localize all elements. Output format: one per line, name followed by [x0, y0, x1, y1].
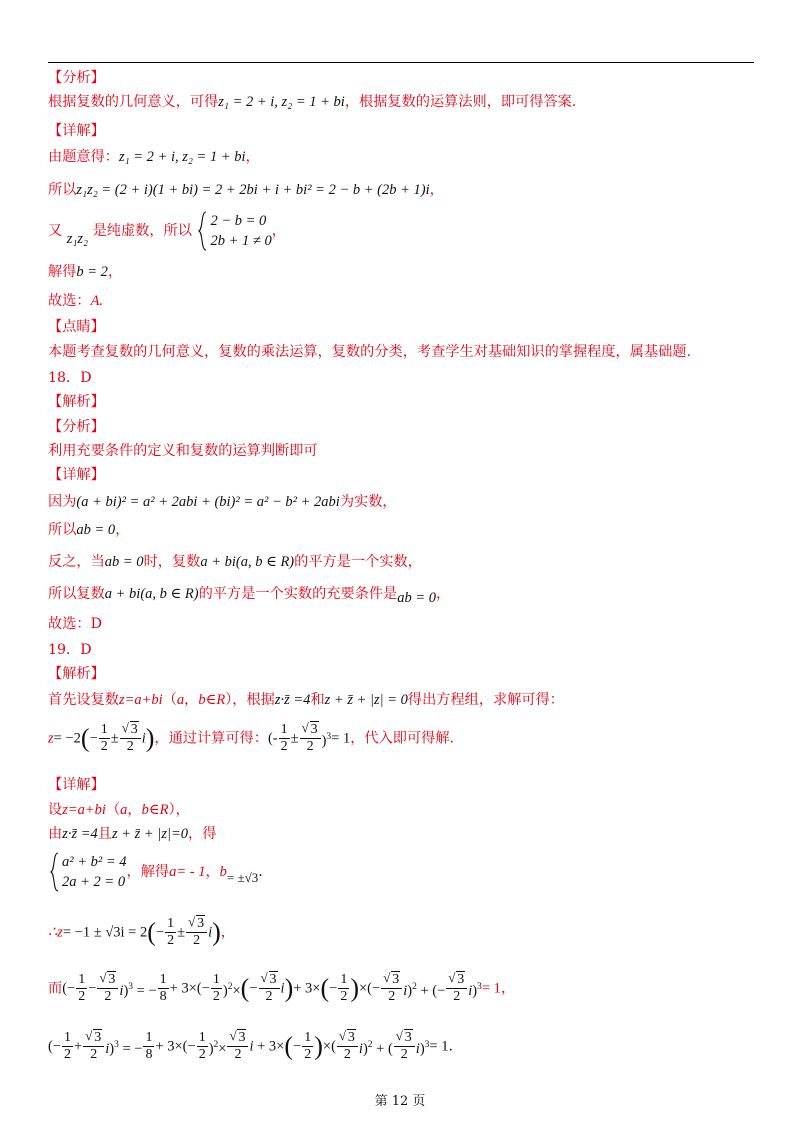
- solution-19-line-2: z= −2(− $\frac{1}{2}$ ± √ $\frac{3}{2}$ i)，通过计算可得：(- $\frac{1}{2}$ ± √ $\frac{3}{2}$ )$^3$= 1，代入即可得解.: [48, 722, 454, 756]
- detail-19-line-5: 而(− $\frac{1}{2}$ − √ $\frac{3}{2}$ i)$^3$ = − $\frac{1}{8}$ + 3×(− $\frac{1}{2}$ )$^2$×(− √ $\frac{3}{2}$ i)+ 3×(− $\frac{1}{2}$ )×(− √ $\frac{3}{2}$ i)$^2$ + (− √ $\frac{3}{2}$ i)$^3$= 1，: [48, 972, 515, 1010]
- detail-line-5: 故选：A.: [48, 293, 104, 309]
- detail-line-2: 所以z₁z₂ = (2 + i)(1 + bi) = 2 + 2bi + i + bi² = 2 − b + (2b + 1)i，: [48, 182, 444, 198]
- section-heading-solution-19: 【解析】: [48, 666, 105, 682]
- question-18-answer: 18．D: [48, 370, 92, 386]
- detail-19-line-3: a² + b² = 4 2a + 2 = 0 ，解得a= - 1，b= ±√3.: [48, 852, 263, 892]
- detail-line-1: 由题意得：z₁ = 2 + i, z₂ = 1 + bi，: [48, 149, 260, 165]
- detail-18-line-2: 所以ab = 0，: [48, 522, 130, 538]
- equation-system-19: a² + b² = 4 2a + 2 = 0: [50, 852, 127, 892]
- section-heading-comment: 【点睛】: [48, 319, 105, 335]
- detail-18-line-5: 故选：D: [48, 616, 102, 632]
- question-19-answer: 19．D: [48, 642, 92, 658]
- detail-19-line-2: 由z·z̄ =4且z + z̄ + |z|=0，得: [48, 826, 217, 842]
- analysis-text: 根据复数的几何意义，可得z₁ = 2 + i, z₂ = 1 + bi，根据复数的运算法则，即可得答案.: [48, 94, 577, 110]
- section-heading-detail-18: 【详解】: [48, 467, 105, 483]
- detail-19-line-4: ∴z= −1 ± √3i = 2(− $\frac{1}{2}$ ± √ $\frac{3}{2}$ i)，: [48, 916, 235, 952]
- detail-18-line-4: 所以复数a + bi(a, b ∈ R)的平方是一个实数的充要条件是ab = 0，: [48, 586, 451, 606]
- analysis-text-18: 利用充要条件的定义和复数的运算判断即可: [48, 443, 318, 459]
- section-heading-analysis-18: 【分析】: [48, 419, 105, 435]
- header-rule: [48, 62, 754, 63]
- detail-18-line-1: 因为(a + bi)² = a² + 2abi + (bi)² = a² − b² + 2abi为实数，: [48, 494, 397, 510]
- section-heading-solution: 【解析】: [48, 394, 105, 410]
- section-heading-analysis: 【分析】: [48, 70, 105, 86]
- solution-19-line-1: 首先设复数z=a+bi（a，b∈R），根据z·z̄ =4和z + z̄ + |z| = 0得出方程组，求解可得：: [48, 692, 564, 708]
- section-heading-detail-19: 【详解】: [48, 777, 105, 793]
- detail-line-4: 解得b = 2，: [48, 264, 123, 280]
- detail-18-line-3: 反之，当ab = 0时，复数a + bi(a, b ∈ R)的平方是一个实数，: [48, 554, 422, 570]
- equation-system: 2 − b = 0 2b + 1 ≠ 0: [198, 211, 271, 251]
- detail-19-line-6: (− $\frac{1}{2}$ + √ $\frac{3}{2}$ i)$^3$ = − $\frac{1}{8}$ + 3×(− $\frac{1}{2}$ )$^2$× √ $\frac{3}{2}$ i + 3×(− $\frac{1}{2}$ )×( √ $\frac{3}{2}$ i)$^2$ + ( √ $\frac{3}{2}$ i)$^3$= 1.: [48, 1030, 453, 1068]
- detail-line-3: 又 z₁z₂ 是纯虚数，所以 2 − b = 0 2b + 1 ≠ 0 ，: [48, 213, 286, 249]
- left-brace-icon: [50, 852, 59, 892]
- page-footer: 第 12 页: [374, 1094, 426, 1109]
- detail-19-line-1: 设z=a+bi（a，b∈R），: [48, 802, 190, 818]
- comment-text: 本题考查复数的几何意义，复数的乘法运算，复数的分类，考查学生对基础知识的掌握程度，属基础题.: [48, 344, 691, 360]
- section-heading-detail: 【详解】: [48, 123, 105, 139]
- left-brace-icon: [198, 211, 207, 251]
